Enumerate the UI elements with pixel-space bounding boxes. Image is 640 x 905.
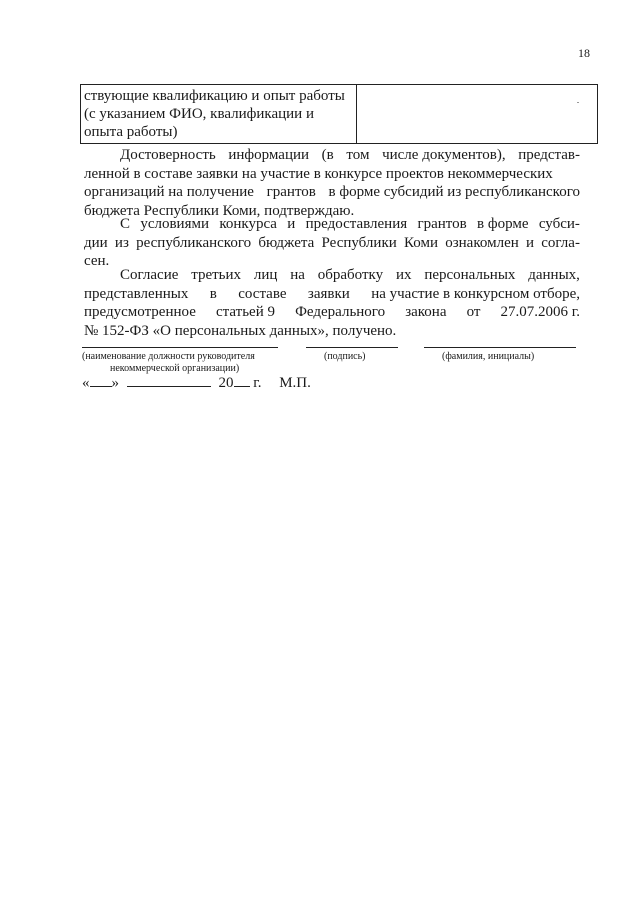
date-open-quote: «	[82, 375, 90, 391]
paragraph-word: бюджета Республики Коми, подтверждаю.	[84, 202, 355, 219]
paragraph-word: представленных	[84, 285, 189, 302]
paragraph-confirmation	[84, 146, 580, 220]
position-label-cont: некоммерческой организации)	[110, 363, 240, 374]
paragraph-word: их	[395, 267, 412, 283]
paragraph-word: Согласие	[120, 267, 179, 283]
paragraph-word: числе документов),	[382, 147, 506, 163]
paragraph-word: составе	[238, 285, 287, 302]
paragraph-word: третьих	[191, 267, 242, 283]
paragraph-word: № 152-ФЗ «О персональных данных», получено.	[84, 322, 397, 339]
paragraph-word: грантов	[266, 184, 316, 200]
paragraph-word: и	[287, 216, 296, 232]
page-number: 18	[578, 46, 590, 60]
paragraph-word: условиями	[140, 216, 209, 232]
paragraph-word: закона	[405, 304, 447, 320]
paragraph-word: Республики	[321, 234, 397, 251]
paragraph-word: в форме	[477, 216, 529, 232]
table-cell-line: ствующие квалификацию и опыт работы	[84, 88, 345, 104]
paragraph-word: персональных	[424, 267, 516, 283]
date-close-quote: »	[111, 375, 119, 391]
paragraph-line	[84, 322, 580, 341]
paragraph-conditions	[84, 215, 580, 271]
info-table	[80, 84, 598, 144]
paragraph-word: дии	[84, 234, 108, 251]
paragraph-word: данных,	[528, 267, 580, 283]
paragraph-word: на	[290, 267, 305, 283]
paragraph-line	[84, 303, 580, 322]
paragraph-word: (в	[321, 147, 334, 163]
signature-line	[306, 347, 398, 348]
paragraph-line	[84, 285, 580, 304]
paragraph-word: сен.	[84, 253, 110, 269]
paragraph-word: предусмотренное	[84, 304, 196, 320]
paragraph-word: представ-	[518, 147, 580, 163]
paragraph-word: и	[525, 234, 535, 251]
scan-speck	[577, 102, 579, 103]
paragraph-word: на участие в конкурсном отборе,	[371, 285, 580, 302]
paragraph-line	[84, 165, 580, 184]
day-blank	[90, 374, 112, 387]
stamp-mark: М.П.	[279, 375, 311, 391]
name-label: (фамилия, инициалы)	[442, 351, 535, 362]
paragraph-word: информации	[228, 147, 310, 163]
paragraph-word: республиканского	[136, 234, 252, 251]
paragraph-line	[84, 215, 580, 234]
paragraph-word: обработку	[317, 267, 384, 283]
paragraph-word: том	[346, 147, 370, 163]
paragraph-word: бюджета	[258, 234, 315, 251]
paragraph-word: статьей 9	[215, 304, 275, 320]
paragraph-word: организаций на получение	[84, 184, 254, 200]
paragraph-line	[84, 234, 580, 253]
position-label: (наименование должности руководителя	[82, 351, 255, 362]
year-suffix: г.	[253, 375, 262, 391]
paragraph-word: Федерального	[295, 304, 386, 320]
paragraph-word: С	[120, 216, 131, 232]
paragraph-word: грантов	[417, 216, 467, 232]
paragraph-word: в форме субсидий из республиканского	[328, 184, 580, 200]
paragraph-word: ленной в составе заявки на участие в конкурсе проектов некоммерческих	[84, 165, 553, 182]
table-cell-line: (с указанием ФИО, квалификации и	[84, 106, 314, 122]
date-line	[82, 374, 311, 392]
table-cell-label	[81, 85, 357, 143]
paragraph-consent	[84, 266, 580, 340]
paragraph-word: согла-	[541, 234, 580, 251]
name-signature-line	[424, 347, 576, 348]
position-signature-line	[82, 347, 278, 348]
paragraph-word: Достоверность	[120, 147, 216, 163]
paragraph-word: 27.07.2006 г.	[500, 304, 580, 320]
paragraph-word: из	[114, 234, 129, 251]
paragraph-line	[84, 146, 580, 165]
paragraph-word: конкурса	[219, 216, 277, 232]
paragraph-word: субси-	[538, 216, 580, 232]
paragraph-word: заявки	[307, 285, 350, 302]
table-cell-value	[357, 85, 597, 143]
paragraph-word: ознакомлен	[445, 234, 519, 251]
paragraph-word: от	[466, 304, 481, 320]
table-cell-line: опыта работы)	[84, 124, 178, 140]
month-blank	[127, 374, 211, 387]
paragraph-line	[84, 183, 580, 202]
paragraph-word: в	[209, 285, 217, 302]
year-prefix: 20	[218, 375, 234, 391]
paragraph-word: Коми	[404, 234, 438, 251]
paragraph-line	[84, 266, 580, 285]
paragraph-word: лиц	[253, 267, 278, 283]
paragraph-word: предоставления	[305, 216, 408, 232]
signature-label: (подпись)	[324, 351, 366, 362]
year-blank	[234, 374, 250, 387]
